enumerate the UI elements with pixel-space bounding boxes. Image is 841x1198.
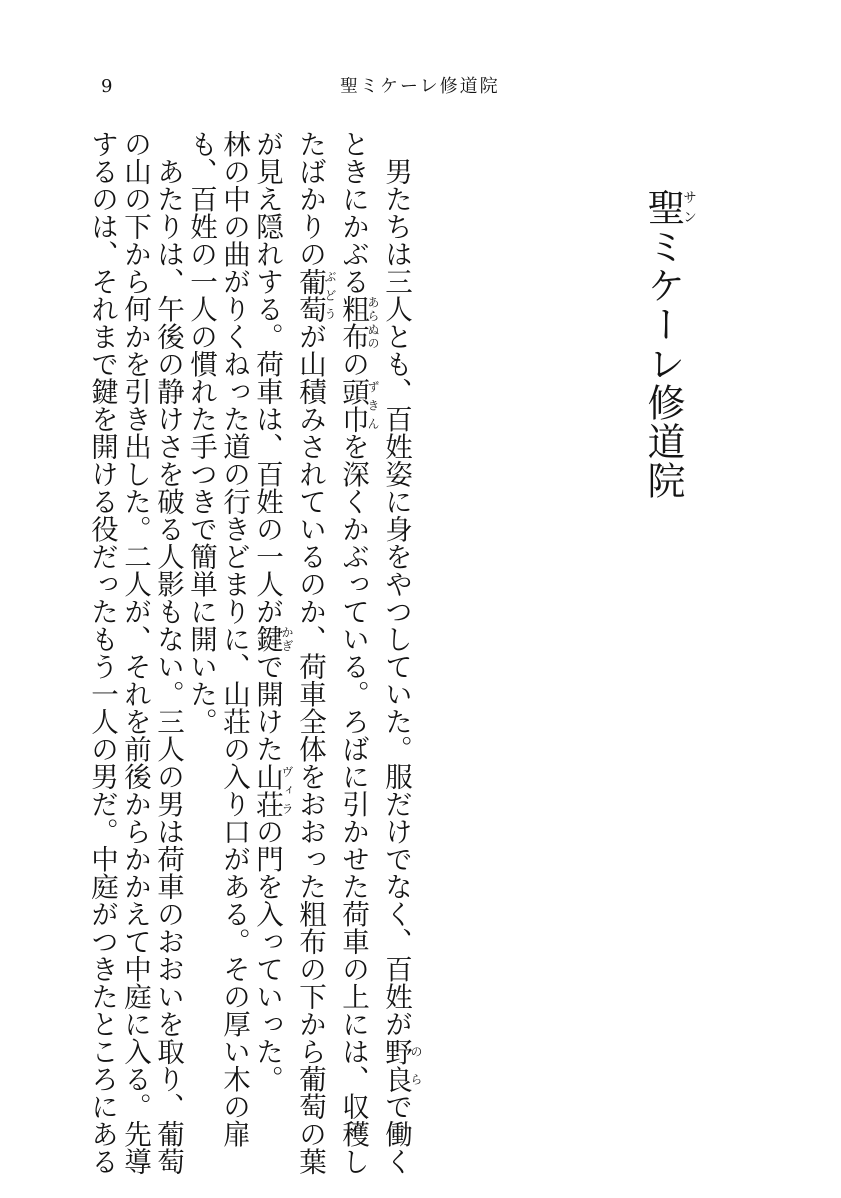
ruby-base: 粗布 — [337, 295, 369, 350]
furigana: あらぬの — [366, 295, 380, 350]
running-head: 聖ミケーレ修道院 — [340, 76, 500, 97]
text-segment: の門を入っていった。 — [251, 817, 283, 1093]
text-segment: あたりは、午後の静けさを破る人影もない。三人の男は荷車のおおいを取り、葡萄 — [152, 130, 184, 1175]
text-line — [336, 130, 380, 1175]
text-segment: が山積みされているのか、荷車全体をおおった粗布の下から葡萄の葉 — [294, 322, 326, 1175]
furigana: のら — [409, 1037, 423, 1093]
body-text — [86, 130, 423, 1175]
furigana: ずきん — [366, 377, 380, 433]
chapter-title-ruby-base: 聖 — [641, 188, 685, 227]
text-segment: も、百姓の一人の慣れた手つきで簡単に開いた。 — [185, 130, 217, 735]
text-segment: 男たちは三人とも、百姓姿に身をやつしていた。服だけでなく、百姓が — [380, 130, 412, 1038]
text-segment: 林の中の曲がりくねった道の行きどまりに、山荘の入り口がある。その厚い木の扉 — [218, 130, 250, 1148]
text-line — [250, 130, 293, 1110]
text-line — [151, 130, 184, 1175]
text-segment: で働く — [380, 1092, 412, 1175]
ruby-annotation — [337, 295, 380, 350]
ruby-annotation — [251, 625, 294, 653]
furigana: ぶどう — [323, 267, 337, 323]
text-line — [184, 130, 217, 1110]
chapter-title-rest: ミケーレ修道院 — [641, 227, 685, 500]
ruby-annotation — [294, 267, 337, 323]
ruby-base: 葡萄 — [294, 267, 326, 323]
ruby-annotation — [380, 1037, 423, 1093]
text-line — [293, 130, 337, 1175]
text-segment: するのは、それまで鍵を開ける役だったもう一人の男だ。中庭がつきたところにある — [86, 130, 118, 1175]
chapter-title — [640, 188, 697, 500]
page-number: 9 — [101, 76, 113, 97]
furigana: ヴィラ — [280, 762, 294, 818]
text-line — [217, 130, 250, 1148]
furigana: かぎ — [280, 625, 294, 653]
ruby-annotation — [251, 762, 294, 818]
ruby-base: 野良 — [380, 1037, 412, 1093]
text-segment: の — [337, 350, 369, 378]
ruby-base: 山荘 — [251, 762, 283, 818]
text-line — [118, 130, 151, 1175]
text-segment: で開けた — [251, 652, 283, 763]
chapter-title-ruby — [641, 188, 697, 227]
text-line — [379, 130, 423, 1175]
ruby-base: 頭巾 — [337, 377, 369, 433]
text-segment: ときにかぶる — [337, 130, 369, 295]
chapter-title-furigana: サン — [681, 188, 697, 227]
ruby-base: 鍵 — [251, 625, 283, 653]
text-segment: たばかりの — [294, 130, 326, 268]
text-segment: を深くかぶっている。ろばに引かせた荷車の上には、収穫し — [337, 432, 369, 1175]
text-segment: が見え隠れする。荷車は、百姓の一人が — [251, 130, 283, 625]
ruby-annotation — [337, 377, 380, 433]
text-line — [85, 130, 118, 1175]
text-segment: の山の下から何かを引き出した。二人が、それを前後からかかえて中庭に入る。先導 — [119, 130, 151, 1175]
